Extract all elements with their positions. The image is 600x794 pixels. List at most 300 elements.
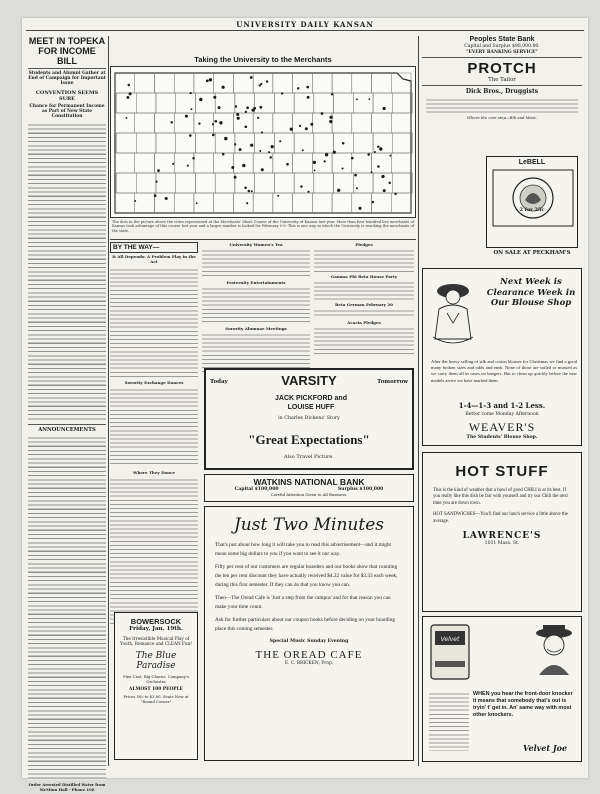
county-cell (233, 73, 253, 93)
county-cell (393, 173, 413, 193)
by-the-way-text-2 (110, 387, 198, 467)
watkins-capital: Capital $100,000 (234, 487, 279, 492)
announcements-body-text (28, 435, 106, 780)
city-dot (354, 174, 357, 177)
county-cell (174, 113, 194, 133)
tin-label-icon: Velvet (440, 636, 460, 643)
city-dot (190, 92, 192, 94)
velvet-tobacco-ad (422, 616, 582, 762)
cigar-band-icon (487, 166, 579, 232)
city-dot (277, 195, 279, 197)
city-dot (329, 116, 332, 119)
by-the-way-column (110, 242, 198, 622)
city-dot (261, 131, 263, 133)
county-cell (176, 133, 196, 153)
county-cell (312, 193, 332, 213)
city-dot (196, 202, 198, 204)
city-dot (246, 106, 249, 109)
city-dot (269, 156, 271, 158)
county-cell (195, 173, 215, 193)
county-cell (215, 133, 235, 153)
city-dot (381, 175, 384, 178)
lebell-ad (486, 156, 578, 248)
county-cell (117, 133, 137, 153)
city-dot (259, 150, 261, 152)
county-cell (294, 93, 314, 113)
city-dot (154, 194, 157, 197)
bowersock-date: Friday, Jan. 19th. (129, 626, 183, 632)
county-cell (154, 193, 174, 213)
weavers-discount: 1-4—1-3 and 1-2 Less. (458, 401, 546, 410)
county-cell (135, 113, 155, 133)
county-cell (274, 93, 294, 113)
city-dot (341, 167, 343, 169)
county-cell (176, 173, 196, 193)
city-dot (239, 148, 242, 151)
city-dot (126, 96, 129, 99)
by-the-way-text-3 (110, 477, 198, 627)
county-cell (136, 173, 156, 193)
city-dot (310, 123, 313, 126)
bowersock-people: ALMOST 100 PEOPLE (128, 687, 184, 693)
city-dot (212, 134, 215, 137)
oread-cafe-ad (204, 506, 414, 761)
state-outline (115, 73, 411, 213)
county-cell (294, 133, 314, 153)
city-dot (189, 134, 192, 137)
city-dot (305, 127, 308, 130)
county-cell (332, 193, 352, 213)
city-dot (356, 98, 358, 100)
county-cell (273, 153, 293, 173)
city-dot (259, 84, 261, 86)
announcements-heading: ANNOUNCEMENTS (38, 427, 96, 434)
bowersock-show-title: The Blue Paradise (135, 650, 177, 671)
late-notice: Order Arrested Distilled Water from McMinn Hall - Phone 106 (28, 782, 106, 792)
city-dot (342, 142, 345, 145)
county-cell (293, 73, 313, 93)
county-cell (115, 153, 135, 173)
county-cell (314, 133, 334, 153)
county-cell (215, 93, 235, 113)
lawrences-ad (422, 452, 582, 612)
city-dot (237, 117, 240, 120)
watkins-name: WATKINS NATIONAL BANK (253, 477, 365, 487)
county-cell (115, 73, 135, 93)
county-cell (136, 133, 156, 153)
city-dot (377, 165, 380, 168)
hot-stuff-headline: HOT STUFF (455, 463, 549, 480)
county-cell (372, 73, 392, 93)
city-dot (372, 201, 374, 203)
bowersock-show-desc: The Irresistible Musical Play of Youth, Romance and CLEAN Fun! (120, 636, 192, 647)
kansas-county-map (111, 67, 417, 219)
county-cell (334, 93, 354, 113)
city-dot (368, 98, 370, 100)
oread-para-1: That's just about how long it will take you to read this advertisement—and it might mean some big dollars to you if you want to see it our way. (215, 542, 392, 557)
county-cell (352, 193, 372, 213)
county-cell (233, 113, 253, 133)
right-top-ads (422, 36, 582, 152)
dick-bros-tagline: Where the cars stop—Bib and Mass. (467, 115, 537, 120)
peckham-label: ON SALE AT PECKHAM'S (493, 250, 571, 256)
dick-bros-text (426, 97, 578, 113)
city-dot (257, 117, 259, 119)
county-cell (154, 73, 174, 93)
county-cell (194, 73, 214, 93)
society-text-4 (314, 248, 414, 272)
county-cell (233, 193, 253, 213)
county-cell (373, 93, 393, 113)
city-dot (246, 202, 248, 204)
oread-name: THE OREAD CAFE (255, 649, 363, 661)
city-dot (224, 137, 227, 140)
county-cell (274, 133, 294, 153)
varsity-tomorrow: Tomorrow (377, 379, 408, 385)
column-rule (108, 36, 109, 766)
city-dot (199, 98, 202, 101)
headline: MEET IN TOPEKA FOR INCOME BILL (28, 36, 106, 66)
city-dot (190, 108, 192, 110)
county-cell (293, 153, 313, 173)
county-cell (235, 173, 255, 193)
city-dot (266, 80, 268, 82)
bowersock-name: BOWERSOCK (130, 617, 182, 626)
city-dot (337, 189, 340, 192)
city-dot (389, 155, 391, 157)
weavers-monday: Better come Monday Afternoon (465, 412, 539, 417)
city-dot (129, 92, 132, 95)
county-cell (273, 113, 293, 133)
city-dot (250, 76, 253, 79)
city-dot (281, 92, 283, 94)
society-heading-5: Gamma Phi Beta House Party (330, 274, 398, 279)
city-dot (299, 125, 301, 127)
article-body-text (28, 122, 106, 422)
society-heading-4: Pledges (355, 242, 373, 247)
county-cell (391, 193, 411, 213)
city-dot (244, 125, 247, 128)
kansas-map (110, 66, 416, 218)
city-dot (323, 160, 325, 162)
county-cell (136, 93, 156, 113)
county-cell (352, 73, 372, 93)
city-dot (128, 84, 131, 87)
county-cell (117, 93, 137, 113)
watkins-surplus: Surplus $100,000 (337, 487, 384, 492)
watkins-bank-ad (204, 474, 414, 502)
oread-para-3: Then—The Oread Cafe is 'Just a step from the campus' and for that reason you can make your time count. (215, 595, 391, 610)
society-heading-1: University Women's Tea (229, 242, 283, 247)
protch-sub: The Tailor (488, 77, 516, 83)
city-dot (155, 181, 157, 183)
county-cell (352, 113, 372, 133)
county-cell (352, 153, 372, 173)
county-cell (195, 93, 215, 113)
map-title: Taking the University to the Merchants (194, 55, 332, 64)
county-cell (253, 193, 273, 213)
county-cell (372, 193, 392, 213)
county-cell (314, 93, 334, 113)
county-cell (194, 153, 214, 173)
city-dot (371, 171, 373, 173)
county-cell (233, 153, 253, 173)
city-dot (358, 207, 361, 210)
county-cell (174, 193, 194, 213)
county-cell (156, 173, 176, 193)
city-dot (374, 151, 376, 153)
county-cell (293, 193, 313, 213)
county-cell (293, 113, 313, 133)
county-cell (334, 173, 354, 193)
county-cell (214, 153, 234, 173)
city-dot (279, 140, 281, 142)
county-cell (156, 93, 176, 113)
deck-1: Students and Alumni Gather at End of Campaign for Important Issue (28, 71, 106, 87)
society-heading-2: Fraternity Entertainments (226, 280, 286, 285)
city-dot (198, 122, 200, 124)
county-cell (214, 73, 234, 93)
city-dot (206, 80, 209, 83)
city-dot (236, 113, 239, 116)
map-rule (110, 239, 416, 240)
city-dot (251, 109, 254, 112)
county-cell (176, 93, 196, 113)
county-cell (314, 173, 334, 193)
county-cell (393, 93, 413, 113)
city-dot (314, 169, 316, 171)
county-cell (135, 73, 155, 93)
county-cell (174, 153, 194, 173)
county-cell (391, 113, 411, 133)
county-cell (393, 133, 413, 153)
city-dot (213, 96, 216, 99)
left-column (28, 36, 106, 792)
city-dot (187, 165, 189, 167)
protch-name: PROTCH (467, 60, 537, 77)
city-dot (212, 123, 214, 125)
varsity-film: "Great Expectations" (248, 432, 370, 447)
county-cell (156, 133, 176, 153)
city-dot (234, 143, 236, 145)
county-cell (332, 73, 352, 93)
city-dot (185, 115, 188, 118)
city-dot (192, 157, 195, 160)
oread-owner: E. C. BRICKEN, Prop. (284, 661, 334, 666)
county-cell (253, 73, 273, 93)
city-dot (313, 161, 316, 164)
county-cell (255, 93, 275, 113)
oread-special: Special Music Sunday Evening (269, 639, 349, 644)
county-cell (312, 113, 332, 133)
masthead: UNIVERSITY DAILY KANSAN (236, 20, 374, 29)
peoples-bank-capital: Capital and Surplus $98,000.00. (464, 44, 540, 49)
peoples-bank-tagline: "EVERY BANKING SERVICE" (466, 50, 538, 55)
county-cell (255, 173, 275, 193)
county-cell (135, 193, 155, 213)
county-cell (332, 153, 352, 173)
tobacco-tin-icon (427, 621, 473, 683)
county-cell (372, 113, 392, 133)
county-cell (115, 193, 135, 213)
city-dot (218, 106, 221, 109)
city-dot (157, 169, 160, 172)
by-the-way-item-1: It All Depends: A Problem Play in the Act (112, 254, 196, 264)
county-cell (135, 153, 155, 173)
city-dot (382, 107, 385, 110)
city-dot (377, 145, 379, 147)
by-the-way-text-1 (110, 267, 198, 377)
society-heading-6: Beta German February 20 (335, 302, 393, 307)
county-cell (353, 133, 373, 153)
county-cell (235, 133, 255, 153)
city-dot (321, 112, 324, 115)
society-text-1 (202, 248, 310, 278)
county-cell (174, 73, 194, 93)
county-cell (214, 193, 234, 213)
velvet-headline: WHEN you hear the front-door knocker it means that somebody that's out is tryin' t' get in. An' same way with most other knockers. (473, 691, 573, 718)
weavers-body: After the heavy selling of silk and cotton blouses for Christmas we find a good many broken sizes and odds and ends. None of those are soiled or mussed as we carry them all in cases on hangers. But to clean up quickly before the new models arrive we have marked them (431, 359, 577, 383)
watkins-tagline: Careful Attention Given to All Business. (270, 492, 348, 497)
velvet-joe-portrait-icon (531, 621, 577, 677)
county-cell (332, 113, 352, 133)
county-cell (353, 93, 373, 113)
society-heading-7: Acacia Pledges (347, 320, 381, 325)
deck-2: CONVENTION SEEMS SURE (35, 89, 99, 102)
lebell-name: LeBELL (518, 159, 546, 166)
city-dot (261, 168, 264, 171)
city-dot (290, 128, 293, 131)
city-dot (302, 149, 304, 151)
city-dot (250, 144, 253, 147)
city-dot (251, 190, 253, 192)
velvet-fine-print (429, 691, 469, 751)
map-caption: The dots in the picture above the cities represented at the Merchants' Short Course of the University of Kansas last year. More than four hundred live merchants of Kansas took advantage of this course last year and a larger number is looked for February 5-9. This is one way in which the University is reaching the merchants of the state. (112, 220, 414, 233)
newspaper-page (22, 18, 588, 792)
city-dot (383, 189, 386, 192)
velvet-joe-signature: Velvet Joe (523, 743, 568, 753)
varsity-in: in Charles Dickens' Story (278, 416, 340, 421)
city-dot (242, 164, 245, 167)
society-heading-3: Sorority Alumnae Meetings (225, 326, 287, 331)
county-cell (372, 153, 392, 173)
by-the-way-item-3: Where They Dance (132, 469, 176, 475)
city-dot (172, 163, 174, 165)
oread-para-4: Ask for further particulars about our coupon books before deciding on your boarding place this coming semester. (215, 617, 396, 632)
lawrences-address: 1031 Mass. St. (484, 541, 520, 547)
city-dot (300, 185, 303, 188)
city-dot (268, 151, 270, 153)
county-cell (215, 173, 235, 193)
weavers-tagline: The Students' Blouse Shop. (466, 435, 538, 440)
by-the-way-heading: BY THE WAY— (110, 242, 198, 253)
city-dot (356, 187, 358, 189)
bowersock-cast: Fine Cast. Big Chorus. Company's Orchestra (123, 673, 189, 684)
lawrences-name: LAWRENCE'S (462, 531, 542, 542)
varsity-also: Also Travel Picture. (284, 454, 334, 460)
right-column-rule (418, 36, 419, 766)
city-dot (367, 153, 370, 156)
peoples-bank-name: Peoples State Bank (469, 36, 535, 43)
city-dot (231, 166, 234, 169)
city-dot (306, 86, 309, 89)
city-dot (222, 153, 225, 156)
city-dot (209, 78, 212, 81)
county-cell (115, 113, 135, 133)
society-text-3 (202, 332, 310, 372)
city-dot (297, 87, 299, 89)
county-cell (373, 133, 393, 153)
dick-bros-name: Dick Bros., Druggists (465, 88, 539, 95)
city-dot (222, 86, 225, 89)
oread-headline: Just Two Minutes (233, 515, 384, 535)
county-cell (391, 153, 411, 173)
bowersock-ad (114, 612, 198, 760)
county-cell (391, 73, 411, 93)
city-dot (329, 120, 332, 123)
society-text-6 (314, 308, 414, 318)
city-dot (271, 145, 274, 148)
city-dot (379, 147, 382, 150)
weavers-name: WEAVER'S (468, 420, 536, 434)
county-cell (294, 173, 314, 193)
county-cell (195, 133, 215, 153)
county-cell (274, 173, 294, 193)
weavers-ad (422, 268, 582, 446)
weavers-headline: Next Week is Clearance Week in Our Blouse Shop (486, 277, 576, 308)
city-dot (170, 121, 172, 123)
city-dot (307, 96, 310, 99)
society-text-2 (202, 286, 310, 324)
county-cell (253, 113, 273, 133)
society-text-7 (314, 326, 414, 356)
city-dot (307, 191, 309, 193)
city-dot (234, 176, 237, 179)
woman-illustration-icon (427, 277, 479, 355)
varsity-stars: JACK PICKFORD and LOUISE HUFF (275, 395, 347, 411)
city-dot (394, 193, 396, 195)
city-dot (245, 111, 247, 113)
city-dot (259, 106, 262, 109)
varsity-today: Today (210, 379, 228, 385)
city-dot (126, 117, 128, 119)
county-cell (214, 113, 234, 133)
county-cell (273, 193, 293, 213)
county-cell (255, 133, 275, 153)
county-cell (273, 73, 293, 93)
city-dot (388, 182, 390, 184)
varsity-theatre: VARSITY (281, 373, 337, 388)
city-dot (244, 186, 247, 189)
city-dot (165, 197, 168, 200)
county-cell (312, 73, 332, 93)
city-dot (235, 105, 237, 107)
city-dot (214, 120, 217, 123)
by-the-way-item-2: Sorority Exchange Dances (124, 379, 184, 385)
masthead-rule (26, 30, 584, 31)
varsity-ad (204, 368, 414, 470)
city-dot (248, 190, 251, 193)
city-dot (333, 151, 336, 154)
hot-stuff-sandwiches: HOT SANDWICHES—You'll find our lunch service a little above the average. (433, 512, 568, 524)
bowersock-prices: Prices 50c to $2.00. Seats Now at "Round Corner" (123, 694, 189, 705)
society-text-5 (314, 280, 414, 300)
oread-para-2: Fifty per cent of our customers are regular boarders and our books show that counting the ten per cent discount they have actually received $4.22 value for $3.33 each week, during this first semester. If they can do that you know you can. (215, 564, 398, 588)
city-dot (219, 121, 222, 124)
city-dot (331, 93, 333, 95)
city-dot (351, 157, 354, 160)
city-dot (325, 153, 328, 156)
